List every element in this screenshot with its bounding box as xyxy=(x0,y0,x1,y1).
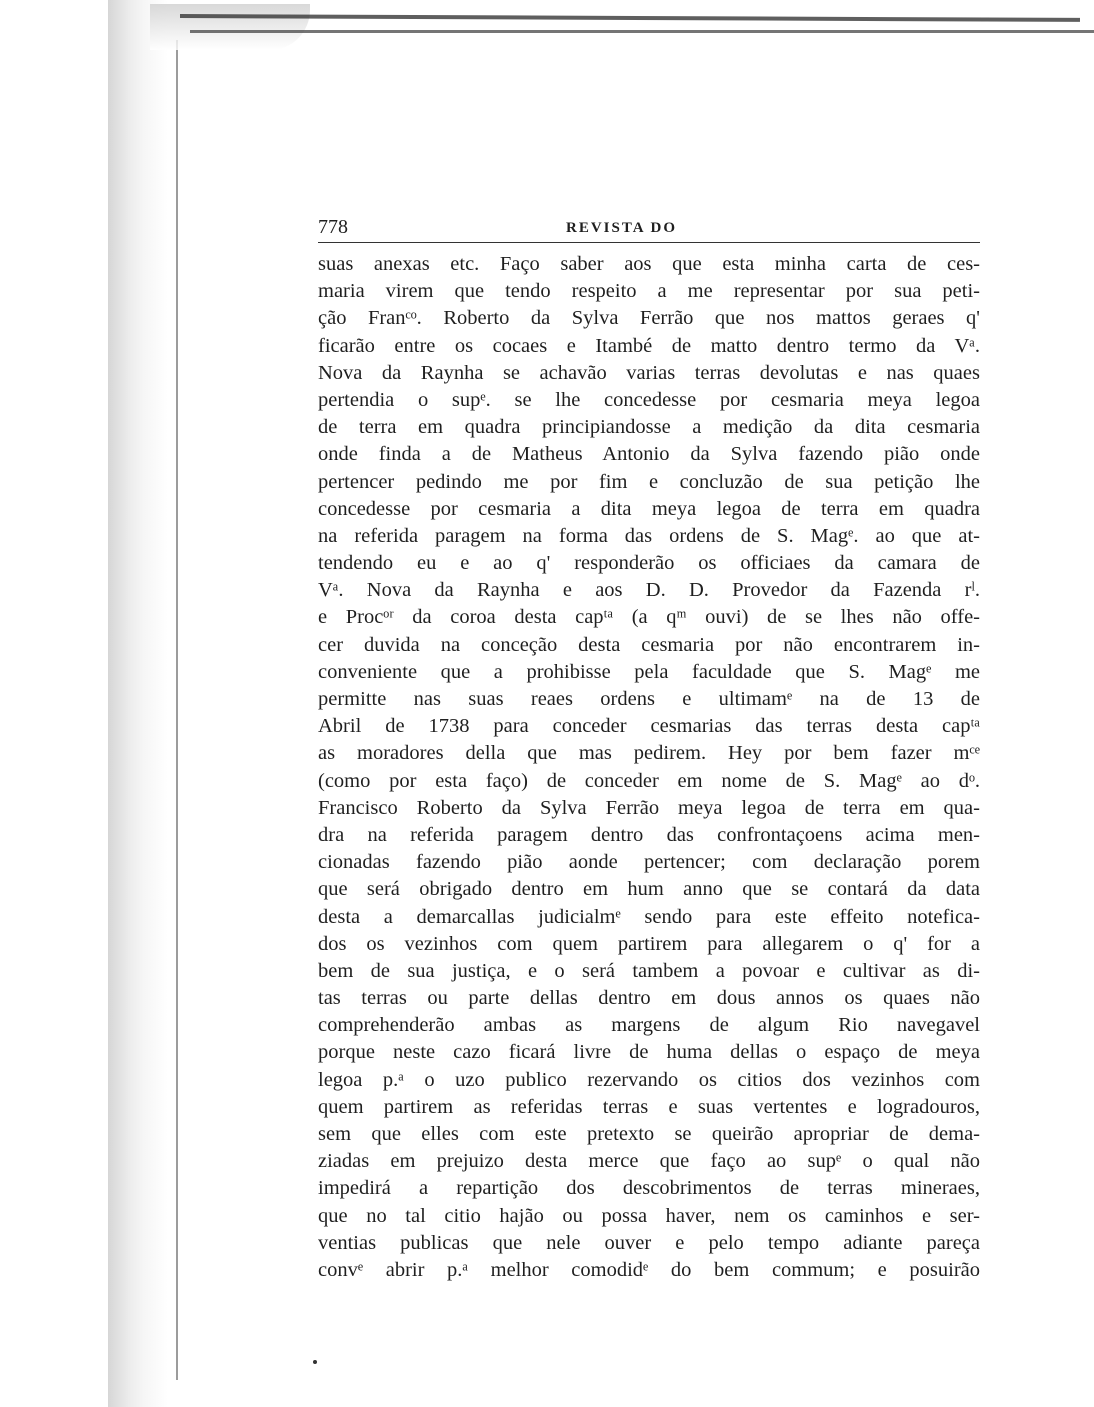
text-line: convᵉ abrir p.ᵃ melhor comodidᵉ do bem commum; e posuirão xyxy=(318,1258,980,1281)
text-line: pertendia o supᵉ. se lhe concedesse por cesmaria meya legoa xyxy=(318,388,980,411)
page-corner-shadow xyxy=(150,4,310,50)
edge-line-lower xyxy=(190,30,1094,33)
text-line: impedirá a repartição dos descobrimentos de terras mineraes, xyxy=(318,1177,980,1200)
text-line: tendendo eu e ao q' responderão os officiaes da camara de xyxy=(318,552,980,575)
text-line: cionadas fazendo pião aonde pertencer; com declaração porem xyxy=(318,851,980,874)
book-spine-shadow xyxy=(108,0,168,1407)
binding-edge-line xyxy=(176,40,178,1380)
text-line: onde finda a de Matheus Antonio da Sylva fazendo pião onde xyxy=(318,443,980,466)
text-line: pertencer pedindo me por fim e concluzão de sua petição lhe xyxy=(318,470,980,493)
text-line: bem de sua justiça, e o será tambem a povoar e cultivar as di- xyxy=(318,959,980,982)
text-line: permitte nas suas reaes ordens e ultimamᵉ na de 13 de xyxy=(318,688,980,710)
text-line: concedesse por cesmaria a dita meya legoa de terra em quadra xyxy=(318,497,980,520)
body-text xyxy=(318,251,980,1284)
text-line: Nova da Raynha se achavão varias terras devolutas e nas quaes xyxy=(318,361,980,384)
text-line: dos os vezinhos com quem partirem para allegarem o q' for a xyxy=(318,932,980,955)
page-number: 778 xyxy=(318,216,348,238)
text-line: dra na referida paragem dentro das confrontaçoens acima men- xyxy=(318,823,980,846)
text-line: legoa p.ᵃ o uzo publico rezervando os citios dos vezinhos com xyxy=(318,1068,980,1091)
text-line: que será obrigado dentro em hum anno que se contará da data xyxy=(318,878,980,901)
text-line: comprehenderão ambas as margens de algum Rio navegavel xyxy=(318,1014,980,1037)
text-line: cer duvida na conceção desta cesmaria por não encontrarem in- xyxy=(318,633,980,656)
text-line: e Procᵒʳ da coroa desta capᵗᵃ (a qᵐ ouvi) de se lhes não offe- xyxy=(318,606,980,629)
page-header xyxy=(318,212,980,243)
text-line: (como por esta faço) de conceder em nome de S. Magᵉ ao dᵒ. xyxy=(318,769,980,792)
running-title: REVISTA DO xyxy=(566,220,677,236)
text-line: porque neste cazo ficará livre de huma dellas o espaço de meya xyxy=(318,1041,980,1064)
text-line: as moradores della que mas pedirem. Hey por bem fazer mᶜᵉ xyxy=(318,742,980,765)
text-line: Abril de 1738 para conceder cesmarias das terras desta capᵗᵃ xyxy=(318,715,980,738)
book-page xyxy=(318,212,980,1284)
text-line: sem que elles com este pretexto se queirão apropriar de dema- xyxy=(318,1123,980,1145)
page-top-edge xyxy=(150,0,1094,50)
text-line: Vᵃ. Nova da Raynha e aos D. D. Provedor da Fazenda rˡ. xyxy=(318,579,980,602)
edge-line-upper xyxy=(180,14,1080,22)
text-line: Francisco Roberto da Sylva Ferrão meya legoa de terra em qua- xyxy=(318,796,980,819)
text-line: ção Franᶜᵒ. Roberto da Sylva Ferrão que nos mattos geraes q' xyxy=(318,307,980,330)
text-line: conveniente que a prohibisse pela faculdade que S. Magᵉ me xyxy=(318,660,980,683)
text-line: de terra em quadra principiandosse a medição da dita cesmaria xyxy=(318,416,980,439)
text-line: quem partirem as referidas terras e suas vertentes e logradouros, xyxy=(318,1095,980,1118)
text-line: desta a demarcallas judicialmᵉ sendo para este effeito notefica- xyxy=(318,905,980,928)
text-line: tas terras ou parte dellas dentro em dous annos os quaes não xyxy=(318,987,980,1010)
text-line: suas anexas etc. Faço saber aos que esta minha carta de ces- xyxy=(318,253,980,275)
text-line: ficarão entre os cocaes e Itambé de matto dentro termo da Vᵃ. xyxy=(318,334,980,357)
text-line: que no tal citio hajão ou possa haver, nem os caminhos e ser- xyxy=(318,1204,980,1227)
text-line: ziadas em prejuizo desta merce que faço ao supᵉ o qual não xyxy=(318,1150,980,1173)
text-line: ventias publicas que nele ouver e pelo tempo adiante pareça xyxy=(318,1231,980,1254)
scan-speck xyxy=(313,1360,317,1364)
text-line: na referida paragem na forma das ordens de S. Magᵉ. ao que at- xyxy=(318,524,980,547)
text-line: maria virem que tendo respeito a me representar por sua peti- xyxy=(318,280,980,303)
